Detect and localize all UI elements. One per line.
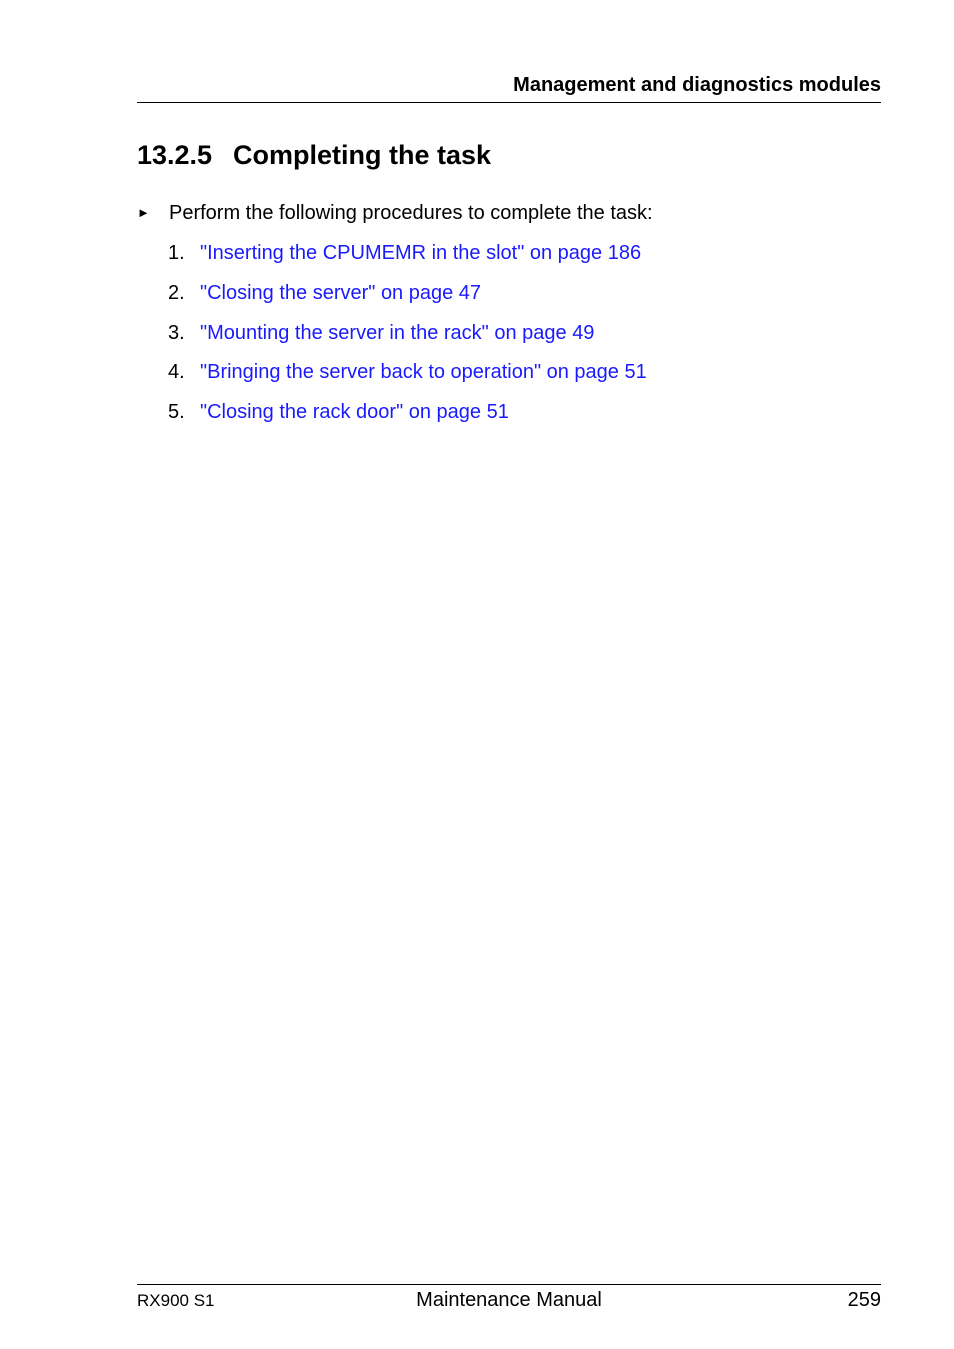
step-link-bringing-server-back[interactable]: "Bringing the server back to operation" on page 51 xyxy=(200,361,647,384)
step-number: 2. xyxy=(168,281,185,304)
step-link-closing-server[interactable]: "Closing the server" on page 47 xyxy=(200,281,482,304)
header-rule xyxy=(137,102,881,103)
procedure-list xyxy=(168,240,647,439)
footer-model: RX900 S1 xyxy=(137,1291,215,1310)
procedure-step xyxy=(168,280,647,320)
step-number: 4. xyxy=(168,361,185,384)
footer-manual-title: Maintenance Manual xyxy=(416,1289,602,1311)
step-link-mounting-server[interactable]: "Mounting the server in the rack" on page 49 xyxy=(200,321,595,344)
procedure-step xyxy=(168,240,647,280)
page-number: 259 xyxy=(847,1289,881,1311)
footer-rule xyxy=(137,1284,881,1285)
section-title: Completing the task xyxy=(233,140,492,170)
section-number: 13.2.5 xyxy=(137,140,213,170)
triangle-bullet-icon: ► xyxy=(137,205,150,220)
procedure-step xyxy=(168,359,647,399)
step-number: 5. xyxy=(168,401,185,423)
step-number: 1. xyxy=(168,242,185,264)
step-link-closing-rack-door[interactable]: "Closing the rack door" on page 51 xyxy=(200,401,509,423)
procedure-step xyxy=(168,399,647,439)
running-header: Management and diagnostics modules xyxy=(513,74,881,96)
intro-text: Perform the following procedures to complete the task: xyxy=(169,202,653,224)
step-number: 3. xyxy=(168,321,185,344)
step-link-inserting-cpumemr[interactable]: "Inserting the CPUMEMR in the slot" on page 186 xyxy=(200,242,642,264)
section-heading xyxy=(137,138,491,172)
procedure-step xyxy=(168,320,647,360)
intro-instruction xyxy=(137,200,653,226)
